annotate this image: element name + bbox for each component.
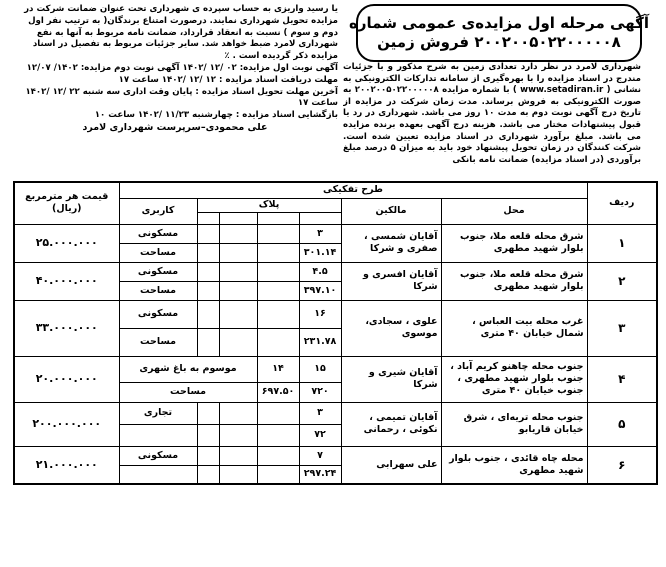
- row-area-b: ۶۹۷.۵۰: [257, 382, 299, 402]
- row-owners: آقایان شیری و شرکا: [341, 356, 441, 402]
- table-row: [14, 446, 657, 465]
- col-header-plan: طرح تفکیکی: [119, 182, 587, 198]
- row-index: ۱: [587, 224, 657, 262]
- row-price: ۲۰۰.۰۰۰.۰۰۰: [14, 402, 119, 446]
- schedule-line-5: بازگشایی اسناد مزایده : چهارشنبه ۱۱/۲۳ /۱۴۰۲ ساعت ۱۰: [94, 110, 338, 121]
- row-usage: مسکونی: [119, 224, 197, 243]
- signature: علی محمودی–سرپرست شهرداری لامرد: [82, 121, 268, 133]
- schedule-line-4: ساعت ۱۷: [297, 98, 338, 109]
- row-index: ۵: [587, 402, 657, 446]
- schedule-line-3: آخرین مهلت تحویل اسناد مزایده : پایان وقت اداری سه شنبه ۲۲ /۱۲ /۱۴۰۲: [25, 86, 338, 97]
- schedule-line-2: مهلت دریافت اسناد مزایده : ۱۲ /۱۲ /۱۴۰۲ ساعت ۱۷: [118, 74, 338, 85]
- row-location: جنوب محله چاهنو کریم آباد ، جنوب بلوار شهید مطهری ، جنوب خیابان ۴۰ متری: [441, 356, 587, 402]
- table-row: [14, 224, 657, 243]
- row-plaque: ۱۶: [299, 300, 341, 328]
- col-header-usage: کاربری: [119, 198, 197, 224]
- row-plaque: ۷: [299, 446, 341, 465]
- notice-subtitle: ۲۰۰۲۰۰۵۰۲۲۰۰۰۰۰۸ فروش زمین: [377, 33, 621, 51]
- col-header-owners: مالکین: [341, 198, 441, 224]
- row-location: جنوب محله تریه‌ای ، شرق خیابان قاریابو: [441, 402, 587, 446]
- notice-title-box: [349, 4, 649, 62]
- col-header-plaque: پلاک: [197, 198, 341, 212]
- row-location: غرب محله بیت العباس ، شمال خیابان ۴۰ متری: [441, 300, 587, 356]
- row-plaque-b: ۱۴: [257, 356, 299, 382]
- row-price: ۲۰.۰۰۰.۰۰۰: [14, 356, 119, 402]
- row-area: ۳۹۷.۱۰: [299, 281, 341, 300]
- row-price: ۴۰.۰۰۰.۰۰۰: [14, 262, 119, 300]
- col-header-index: ردیف: [587, 182, 657, 224]
- row-usage: موسوم به باغ شهری: [119, 356, 257, 382]
- row-area-label: مساحت: [119, 243, 197, 262]
- row-price: ۲۵.۰۰۰.۰۰۰: [14, 224, 119, 262]
- row-area: ۳۰۱.۱۴: [299, 243, 341, 262]
- row-location: شرق محله قلعه ملا، جنوب بلوار شهید مطهری: [441, 262, 587, 300]
- row-index: ۲: [587, 262, 657, 300]
- table-row: [14, 262, 657, 281]
- conditions-column: [12, 4, 338, 164]
- row-plaque-a: ۱۵: [299, 356, 341, 382]
- schedule-line-1: آگهی نوبت اول مزایده: ۰۲ /۱۲ /۱۴۰۲ آگهی نوبت دوم مزایده: ۱۴۰۲/ ۱۲/۰۷: [26, 62, 338, 73]
- row-usage: مسکونی: [119, 300, 197, 328]
- row-area: ۷۲: [299, 424, 341, 446]
- row-area-a: ۷۲۰: [299, 382, 341, 402]
- row-price: ۳۳.۰۰۰.۰۰۰: [14, 300, 119, 356]
- row-area-label: مساحت: [119, 328, 197, 356]
- row-index: ۳: [587, 300, 657, 356]
- row-owners: آقایان افسری و شرکا: [341, 262, 441, 300]
- row-index: ۶: [587, 446, 657, 484]
- row-owners: علوی ، سجادی، موسوی: [341, 300, 441, 356]
- land-listing-table: [13, 181, 658, 485]
- row-usage: مسکونی: [119, 446, 197, 465]
- row-plaque: ۳: [299, 224, 341, 243]
- col-header-price: قیمت هر مترمربع (ریال): [14, 182, 119, 224]
- conditions-text: یا رسید واریزی به حساب سپرده ی شهرداری تحت عنوان ضمانت شرکت در مزایده تحویل شهرداری نمایند. درصورت امتناع برندگان( به ترتیب نفر اول دوم و سوم ) نسبت به انعقاد قرارداد، ضمانت نامه مربوط به آنها به نفع شهرداری لامرد ضبط خواهد شد. سایر جزئیات مربوط به تفصیل در اسناد مزایده ذکر گردیده است . ٪: [24, 4, 338, 62]
- intro-paragraph: شهرداری لامرد در نظر دارد تعدادی زمین به شرح مذکور و با جزئیات مندرج در اسناد مزایده را با بهره‌گیری از سامانه تدارکات الکترونیکی به نشانی ( www.setadiran.ir ) با شماره مزایده ۲۰۰۲۰۰۵۰۲۲۰۰۰۰۰۸ به صورت الکترونیکی به فروش برساند. مدت زمان شرکت در مزایده از تاریخ درج آگهی نوبت دوم به مدت ۱۰ روز می باشد. شهرداری در رد یا قبول پیشنهادات مختار می باشد. هزینه درج آگهی بعهده برنده مزایده می باشد. مبلغ برآورد شهرداری در اسناد مزایده تعیین شده است. شرکت کنندگان در زمان تحویل پیشنهاد خود باید به میزان ۵ درصد مبلغ برآوردی (در اسناد مزایده) ضمانت نامه بانکی: [343, 62, 641, 165]
- row-area-label: مساحت: [119, 281, 197, 300]
- table-row: [14, 300, 657, 328]
- row-area-label: مساحت: [119, 382, 257, 402]
- notice-title: آگهی مرحله اول مزایده‌ی عمومی شماره: [349, 14, 649, 32]
- schedule-block: [12, 63, 338, 122]
- row-location: محله چاه قائدی ، جنوب بلوار شهید مطهری: [441, 446, 587, 484]
- row-usage: تجاری: [119, 402, 197, 424]
- row-owners: علی سهرابی: [341, 446, 441, 484]
- table-row: [14, 356, 657, 382]
- row-price: ۲۱.۰۰۰.۰۰۰: [14, 446, 119, 484]
- row-area: ۲۳۱.۷۸: [299, 328, 341, 356]
- row-area: ۲۹۷.۲۴: [299, 465, 341, 484]
- row-owners: آقایان تمیمی ، نکوئی ، رحمانی: [341, 402, 441, 446]
- row-location: شرق محله قلعه ملا، جنوب بلوار شهید مطهری: [441, 224, 587, 262]
- row-plaque: ۳: [299, 402, 341, 424]
- row-usage: مسکونی: [119, 262, 197, 281]
- col-header-location: محل: [441, 198, 587, 224]
- table-row: [14, 402, 657, 424]
- row-plaque: ۴.۵: [299, 262, 341, 281]
- row-owners: آقایان شمسی ، صفری و شرکا: [341, 224, 441, 262]
- row-index: ۴: [587, 356, 657, 402]
